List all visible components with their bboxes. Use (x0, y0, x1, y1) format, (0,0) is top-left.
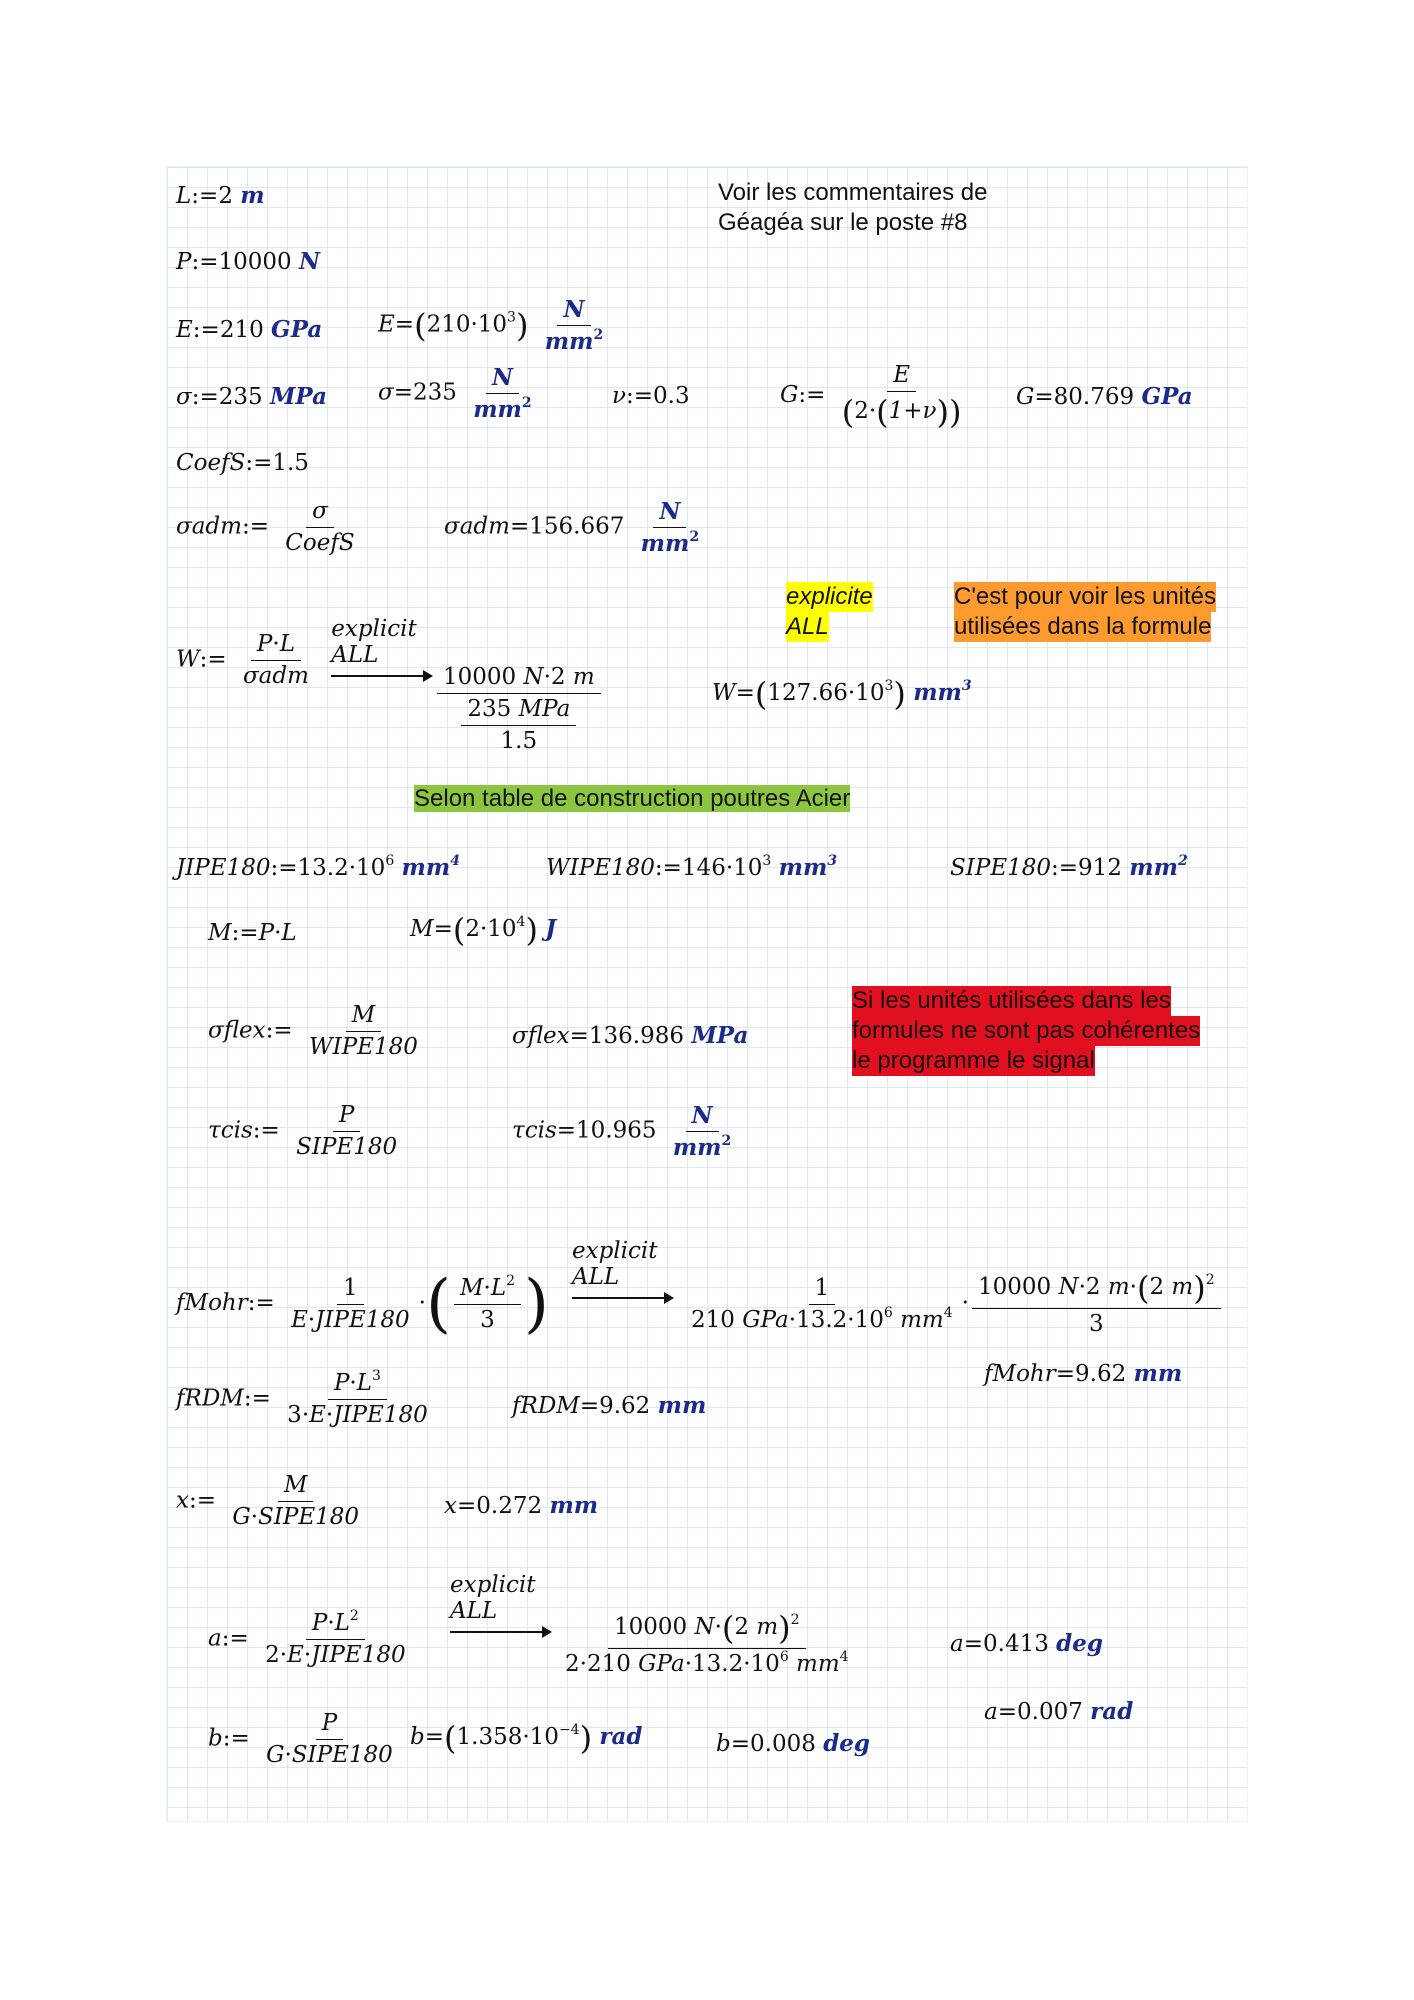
eq-a-result-deg[interactable]: a=0.413 deg (950, 1630, 1103, 1657)
explicit-all-arrow-2: explicit ALL (566, 1238, 678, 1299)
eq-sigadm-def[interactable]: σadm:= σ CoefS (176, 498, 355, 556)
var-name: L (176, 183, 192, 209)
eq-W-def[interactable]: W:= P·L σadm explicit ALL (176, 630, 437, 691)
eq-sflex-def[interactable]: σflex:= M WIPE180 (208, 1002, 418, 1060)
note-units: C'est pour voir les unités utilisées dans la formule (954, 583, 1217, 640)
eq-sigma-result[interactable]: σ=235 $\frac{N}{mm^2}$ (378, 364, 532, 423)
note-table: Selon table de construction poutres Acier (414, 785, 851, 812)
eq-fMohr-result[interactable]: fMohr=9.62 mm (984, 1360, 1183, 1387)
arrow-icon (572, 1297, 672, 1299)
eq-sflex-result[interactable]: σflex=136.986 MPa (512, 1022, 749, 1049)
eq-nu[interactable]: ν:=0.3 (612, 383, 690, 409)
eq-E-result[interactable]: $E=(210\cdot 10^3)$ $\frac{N}{mm^2}$ (378, 296, 604, 355)
eq-P[interactable]: P:=10000 N (176, 248, 321, 275)
note-comments: Voir les commentaires de Géagéa sur le poste #8 (718, 179, 988, 236)
eq-M-def[interactable]: M:=P·L (208, 920, 297, 946)
eq-tcis-result[interactable]: τcis=10.965 $\frac{N}{mm^2}$ (512, 1102, 732, 1161)
eq-a-def[interactable]: a:= $P\cdot L^2$ 2·E·JIPE180 (208, 1608, 406, 1668)
eq-a-eval: 10000 N·(2 m)$^2$ 2·210 $GPa\cdot 13.2\cdot 10^6$ $mm^4$ (565, 1609, 849, 1677)
explicit-all-arrow-3: explicit ALL (444, 1572, 556, 1633)
eq-x-def[interactable]: x:= M G·SIPE180 (176, 1472, 360, 1530)
note-explicite: explicite ALL (786, 583, 873, 640)
eq-E[interactable]: E:=210 GPa (176, 316, 323, 343)
eq-fMohr-def[interactable]: fMohr:= 1 E·JIPE180 ·( $\frac{M\cdot L^2}{3}$ ) (176, 1267, 549, 1341)
eq-coefs[interactable]: CoefS:=1.5 (176, 450, 309, 476)
eq-a-result-rad[interactable]: a=0.007 rad (984, 1698, 1134, 1725)
eq-tcis-def[interactable]: τcis:= P SIPE180 (208, 1102, 398, 1160)
eq-x-result[interactable]: x=0.272 mm (444, 1492, 599, 1519)
eq-b-def[interactable]: b:= P G·SIPE180 (208, 1710, 393, 1768)
eq-WIPE[interactable]: $WIPE180:=146\cdot 10^3$ $mm^3$ (546, 853, 838, 881)
eq-sigadm-result[interactable]: σadm=156.667 $\frac{N}{mm^2}$ (444, 498, 700, 557)
eq-b-result-rad[interactable]: $b=(1.358\cdot 10^{-4})$ rad (410, 1719, 643, 1757)
arrow-icon (331, 675, 431, 677)
eq-b-result-deg[interactable]: b=0.008 deg (716, 1730, 870, 1757)
note-coherent: Si les unités utilisées dans les formules ne sont pas cohérentes le programme le signal (852, 987, 1201, 1074)
explicit-all-arrow: explicit ALL (331, 616, 431, 677)
eq-L[interactable]: L:=2 m (176, 182, 265, 209)
eq-fMohr-eval: 1 210 $GPa\cdot 13.2\cdot 10^6$ $mm^4$ · $\frac{10000 N\cdot 2 m\cdot(2 m)^2}{3}$ (682, 1272, 1224, 1336)
eq-JIPE[interactable]: $JIPE180:=13.2\cdot 10^6$ $mm^4$ (176, 853, 460, 881)
eq-W-result[interactable]: $W=(127.66\cdot 10^3)$ $mm^3$ (712, 675, 972, 713)
arrow-icon (450, 1631, 550, 1633)
eq-fRDM-result[interactable]: fRDM=9.62 mm (512, 1392, 707, 1419)
eq-M-result[interactable]: $M=(2\cdot 10^4)$ J (410, 911, 557, 949)
eq-W-eval: 10000 N·2 m 235 MPa 1.5 (434, 666, 604, 753)
eq-SIPE[interactable]: SIPE180:=912 $mm^2$ (950, 853, 1188, 881)
eq-G-result[interactable]: G=80.769 GPa (1016, 383, 1193, 410)
eq-fRDM-def[interactable]: fRDM:= $P\cdot L^3$ 3·E·JIPE180 (176, 1368, 428, 1428)
eq-sigma[interactable]: σ:=235 MPa (176, 383, 327, 410)
eq-G-def[interactable]: G:= $\frac{E}{(2\cdot(1+\nu))}$ (780, 362, 962, 431)
